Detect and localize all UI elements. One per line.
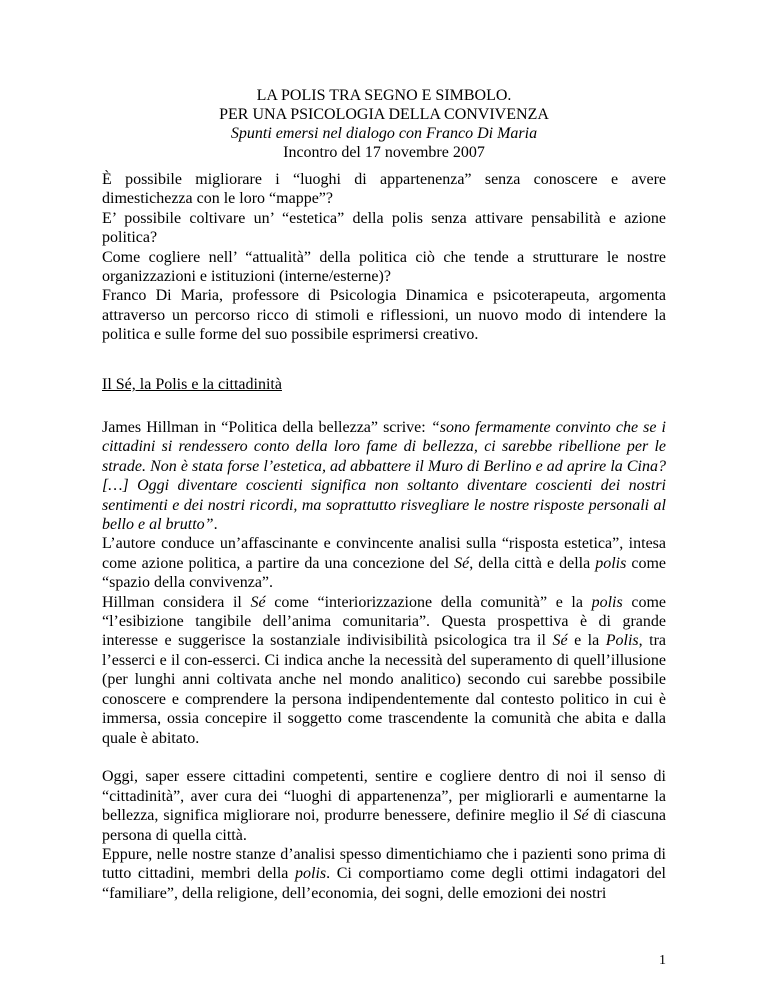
intro-paragraph-2: E’ possibile coltivare un’ “estetica” della polis senza attivare pensabilità e azione politica? (102, 209, 666, 247)
italic-run: Polis (605, 632, 639, 650)
italic-run: Sé (454, 554, 470, 572)
text-run: come “l’esibizione tangibile dell’anima comunitaria”. Questa prospettiva è di grande interesse e suggerisce la sostanziale indivisibilità psicologica tra il (102, 593, 666, 650)
intro-paragraph-1: È possibile migliorare i “luoghi di appartenenza” senza conoscere e avere dimestichezza con le loro “mappe”? (102, 171, 666, 208)
paragraph-cittadinita (102, 767, 666, 845)
italic-run: Sé (552, 632, 568, 650)
italic-run: Sé (573, 807, 589, 825)
text-run: di ciascuna persona di quella città. (102, 807, 666, 844)
paragraph-stanze-analisi (102, 845, 666, 903)
paragraph-hillman-quote (102, 418, 666, 534)
title-line-1: LA POLIS TRA SEGNO E SIMBOLO. (256, 87, 512, 104)
text-run: come “interiorizzazione della comunità” e la (265, 593, 592, 611)
intro-section (102, 170, 666, 345)
text-run: . Ci comportiamo come degli ottimi indagatori del “familiare”, della religione, dell’economia, dei sogni, delle emozioni dei nostri (102, 865, 666, 902)
quote-run: “sono fermamente convinto che se i cittadini si rendessero conto della loro fame di bellezza, ci sarebbe ribellione per le strade. Non è stata forse l’estetica, ad abbattere il Muro di Berlino e ad aprire la Cina? […] Oggi diventare coscienti significa non soltanto diventare coscienti dei nostri sentimenti e dei nostri ricordi, ma soprattutto risvegliare le nostre risposte personali al bello e al brutto” (102, 419, 666, 534)
text-run: e la (567, 632, 606, 650)
main-section (102, 418, 666, 903)
document-header (0, 86, 768, 162)
section-heading: Il Sé, la Polis e la cittadinità (102, 376, 282, 393)
title-line-2: PER UNA PSICOLOGIA DELLA CONVIVENZA (219, 106, 549, 123)
paragraph-hillman-se (102, 593, 666, 748)
subtitle: Spunti emersi nel dialogo con Franco Di Maria (230, 125, 538, 142)
text-run: come “spazio della convivenza”. (102, 554, 667, 592)
text-run: Hillman considera il (102, 593, 251, 611)
intro-paragraph-3: Come cogliere nell’ “attualità” della politica ciò che tende a strutturare le nostre organizzazioni e istituzioni (interne/esterne)? (102, 248, 666, 286)
italic-run: polis (595, 554, 627, 572)
text-run: . (213, 516, 218, 534)
event-date: Incontro del 17 novembre 2007 (283, 144, 485, 161)
text-run: Oggi, saper essere cittadini competenti, sentire e cogliere dentro di noi il senso di “cittadinità”, aver cura dei “luoghi di appartenenza”, per migliorarli e aumentarne la bellezza, significa migliorare noi, produrre benessere, definire meglio il (102, 768, 666, 825)
text-run: L’autore conduce un’affascinante e convincente analisi sulla “risposta estetica”, intesa come azione politica, a partire da una concezione del (102, 535, 666, 572)
italic-run: polis (591, 593, 623, 611)
italic-run: Sé (250, 593, 266, 611)
text-run: Eppure, nelle nostre stanze d’analisi spesso dimentichiamo che i pazienti sono prima di tutto cittadini, membri della (102, 845, 666, 883)
text-run: James Hillman in “Politica della bellezza” scrive: (102, 419, 431, 436)
paragraph-author-analysis (102, 534, 666, 592)
intro-paragraph-4: Franco Di Maria, professore di Psicologia Dinamica e psicoterapeuta, argomenta attraverso un percorso ricco di stimoli e riflessioni, un nuovo modo di intendere la politica e sulle forme del suo possibile esprimersi creativo. (102, 287, 666, 344)
italic-run: polis (295, 865, 327, 883)
text-run: , tra l’esserci e il con-esserci. Ci indica anche la necessità del superamento di quell’illusione (per lunghi anni coltivata anche nel mondo analitico) secondo cui sarebbe possibile conoscere e comprendere la persona indipendentemente dal contesto politico in cui è immersa, ossia concepire il soggetto come trascendente la comunità che abita e dalla quale è abitato. (102, 632, 667, 747)
text-run: , della città e della (469, 554, 596, 572)
page-number: 1 (659, 953, 666, 968)
